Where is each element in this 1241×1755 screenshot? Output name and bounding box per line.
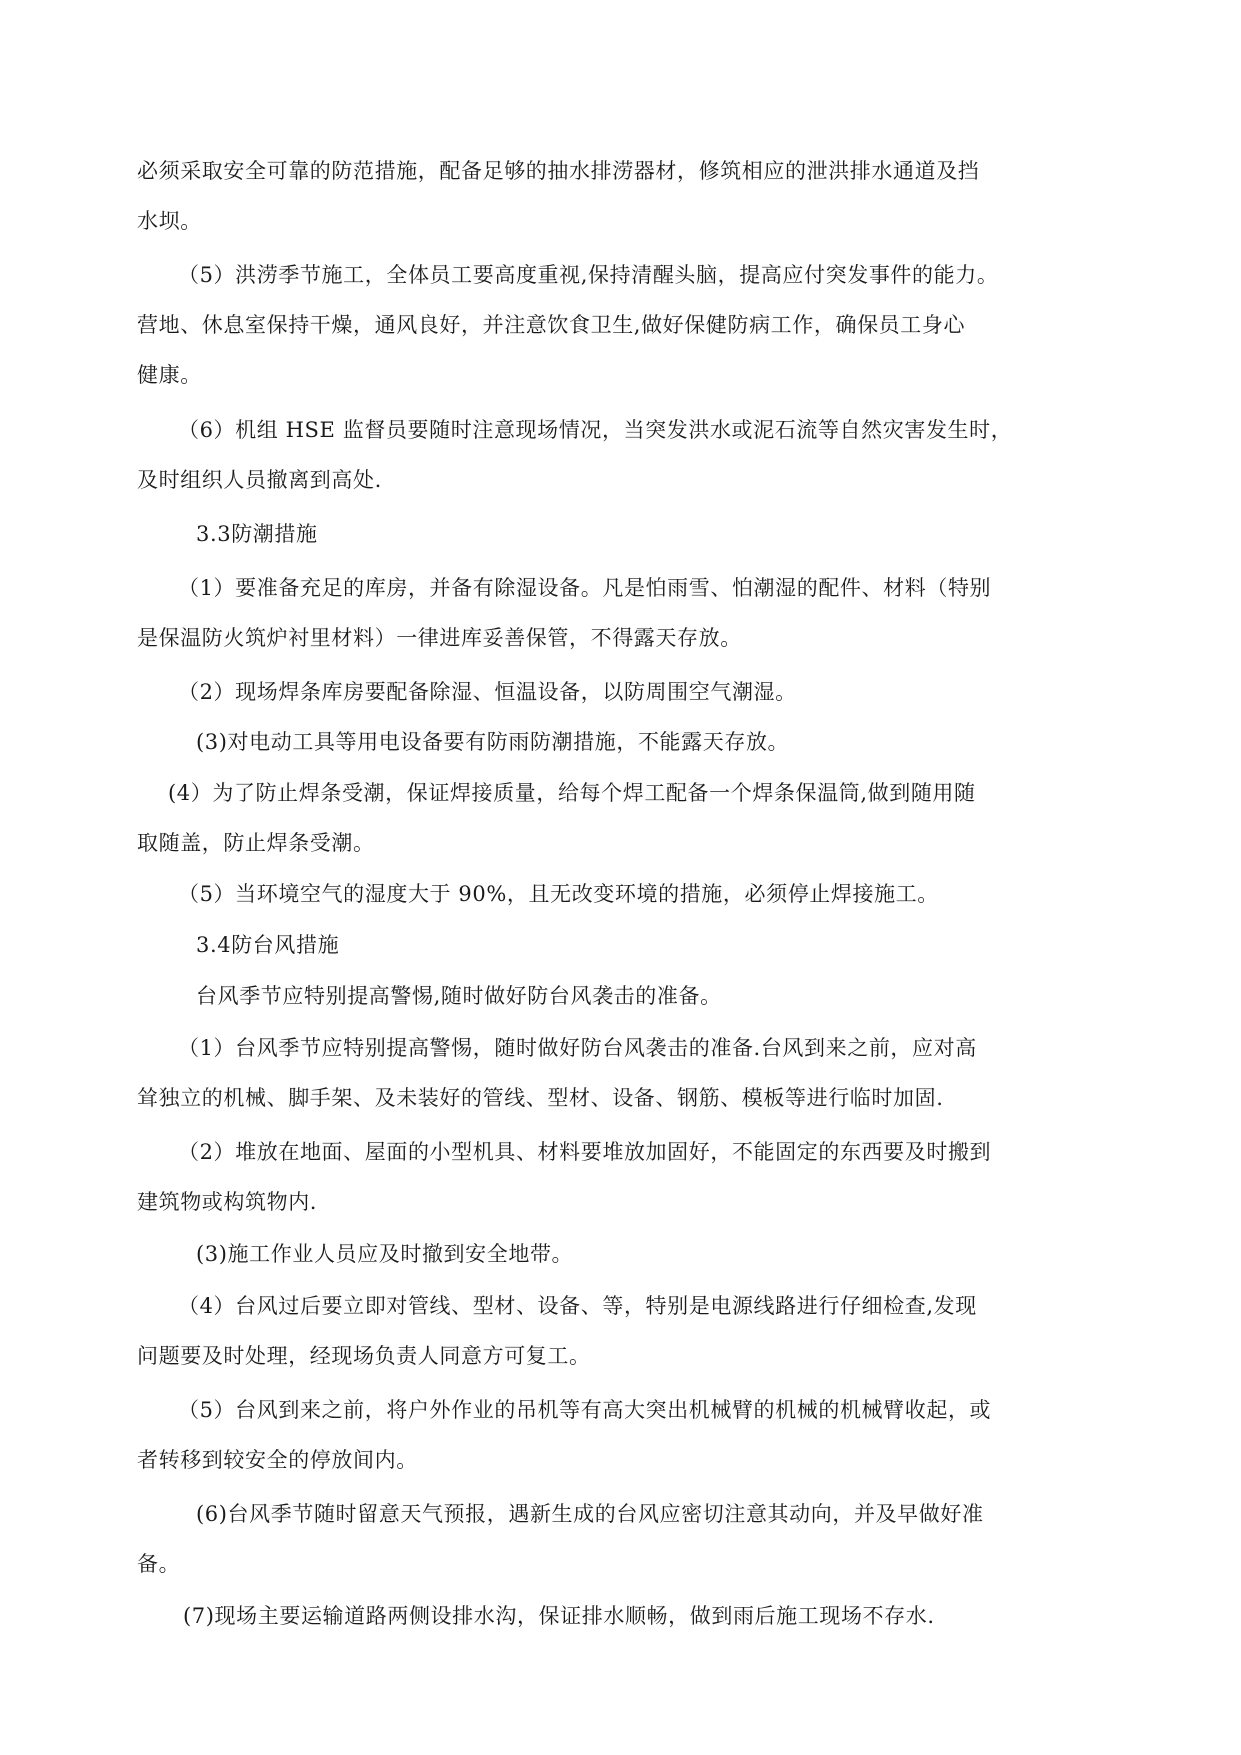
text-line: （6）机组 HSE 监督员要随时注意现场情况，当突发洪水或泥石流等自然灾害发生时，	[178, 418, 1013, 442]
text-line: (4）为了防止焊条受潮，保证焊接质量，给每个焊工配备一个焊条保温筒,做到随用随	[168, 781, 976, 805]
text-line: 台风季节应特别提高警惕,随时做好防台风袭击的准备。	[196, 984, 722, 1008]
text-line: (7)现场主要运输道路两侧设排水沟，保证排水顺畅，做到雨后施工现场不存水.	[183, 1604, 935, 1628]
text-line: （4）台风过后要立即对管线、型材、设备、等，特别是电源线路进行仔细检查,发现	[178, 1294, 977, 1318]
text-line: 者转移到较安全的停放间内。	[137, 1448, 418, 1472]
text-line: (6)台风季节随时留意天气预报，遇新生成的台风应密切注意其动向，并及早做好准	[196, 1502, 984, 1526]
text-line: (3)对电动工具等用电设备要有防雨防潮措施，不能露天存放。	[196, 730, 790, 754]
text-line: 建筑物或构筑物内.	[137, 1190, 318, 1214]
section-heading: 3.3防潮措施	[196, 522, 318, 546]
text-line: 营地、休息室保持干燥，通风良好，并注意饮食卫生,做好保健防病工作，确保员工身心	[137, 313, 966, 337]
text-line: （5）洪涝季节施工，全体员工要高度重视,保持清醒头脑，提高应付突发事件的能力。	[178, 263, 999, 287]
section-heading: 3.4防台风措施	[196, 933, 340, 957]
text-line: （1）台风季节应特别提高警惕，随时做好防台风袭击的准备.台风到来之前，应对高	[178, 1036, 977, 1060]
text-line: 备。	[137, 1552, 181, 1576]
text-line: 问题要及时处理，经现场负责人同意方可复工。	[137, 1344, 591, 1368]
text-line: 耸独立的机械、脚手架、及未装好的管线、型材、设备、钢筋、模板等进行临时加固.	[137, 1086, 944, 1110]
text-line: 健康。	[137, 363, 202, 387]
text-line: （2）现场焊条库房要配备除湿、恒温设备，以防周围空气潮湿。	[178, 680, 797, 704]
text-line: (3)施工作业人员应及时撤到安全地带。	[196, 1242, 574, 1266]
text-line: 是保温防火筑炉衬里材料）一律进库妥善保管，不得露天存放。	[137, 626, 742, 650]
text-line: （2）堆放在地面、屋面的小型机具、材料要堆放加固好，不能固定的东西要及时搬到	[178, 1140, 992, 1164]
text-line: 取随盖，防止焊条受潮。	[137, 831, 375, 855]
text-line: 水坝。	[137, 209, 202, 233]
text-line: （1）要准备充足的库房，并备有除湿设备。凡是怕雨雪、怕潮湿的配件、材料（特别	[178, 576, 992, 600]
text-line: （5）当环境空气的湿度大于 90%，且无改变环境的措施，必须停止焊接施工。	[178, 882, 939, 906]
text-line: （5）台风到来之前，将户外作业的吊机等有高大突出机械臂的机械的机械臂收起，或	[178, 1398, 992, 1422]
text-line: 必须采取安全可靠的防范措施，配备足够的抽水排涝器材，修筑相应的泄洪排水通道及挡	[137, 159, 980, 183]
text-line: 及时组织人员撤离到高处.	[137, 468, 382, 492]
